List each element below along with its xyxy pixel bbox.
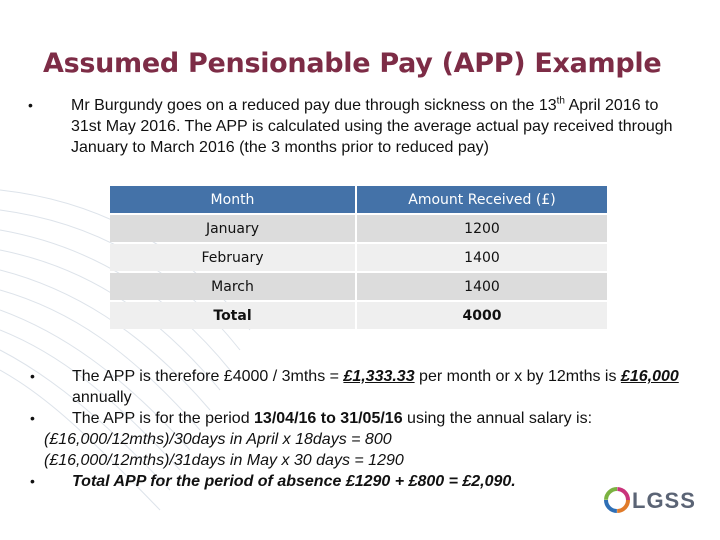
table-total-row [110, 302, 607, 329]
bullet-marker: • [28, 97, 33, 113]
calc-line-april: (£16,000/12mths)/30days in April x 18days = 800 [44, 431, 392, 448]
table-row [110, 215, 607, 242]
calc-line-may: (£16,000/12mths)/31days in May x 30 days = 1290 [44, 452, 404, 469]
table-row [110, 244, 607, 271]
lgss-logo-text: LGSS [632, 488, 696, 513]
cell-amount: 1400 [355, 244, 607, 271]
bullet-marker: • [30, 368, 35, 384]
bullet-marker: • [30, 410, 35, 426]
table-row [110, 273, 607, 300]
page-title: Assumed Pensionable Pay (APP) Example [43, 48, 662, 79]
cell-total-label: Total [110, 302, 355, 329]
cell-total-amount: 4000 [355, 302, 607, 329]
intro-text: Mr Burgundy goes on a reduced pay due through sickness on the 13th April 2016 to 31st May 2016. The APP is calculated using the average actual pay received through January to March 2016 (the 3 months prior to reduced pay) [71, 95, 673, 156]
note-bullet-2: • The APP is for the period 13/04/16 to 31/05/16 using the annual salary is: [30, 410, 593, 427]
annual-app-value: £16,000 [620, 368, 679, 385]
cell-amount: 1200 [355, 215, 607, 242]
bullet-marker: • [30, 473, 35, 489]
lgss-logo-icon [604, 487, 630, 513]
cell-month: February [110, 244, 355, 271]
cell-month: January [110, 215, 355, 242]
note-bullet-total [30, 471, 700, 492]
pay-table [110, 184, 607, 331]
calculation-notes [30, 366, 700, 492]
table-header-row [110, 186, 607, 213]
lgss-logo [604, 487, 699, 515]
cell-month: March [110, 273, 355, 300]
cell-amount: 1400 [355, 273, 607, 300]
note-bullet-1: • The APP is therefore £4000 / 3mths = £1,333.33 per month or x by 12mths is £16,000 annually [30, 368, 679, 406]
monthly-app-value: £1,333.33 [343, 368, 415, 385]
app-period: 13/04/16 to 31/05/16 [254, 410, 403, 427]
header-month: Month [110, 186, 355, 213]
total-app-text: Total APP for the period of absence £1290 + £800 = £2,090. [72, 473, 516, 490]
header-amount: Amount Received (£) [355, 186, 607, 213]
